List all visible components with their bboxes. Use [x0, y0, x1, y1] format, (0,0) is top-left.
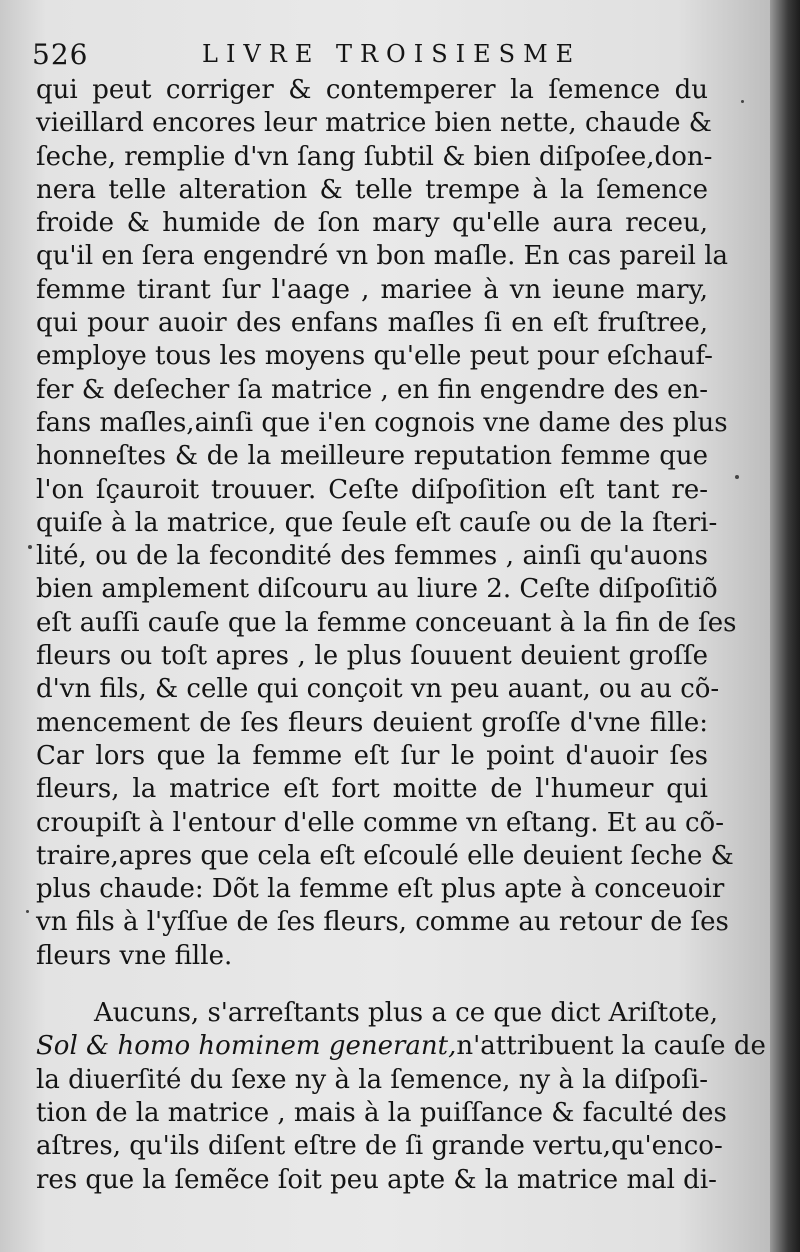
ink-speck [735, 475, 739, 479]
book-gutter [770, 0, 800, 1252]
text-line: nera telle alteration & telle trempe à la ſemence [36, 174, 708, 205]
text-line: la diuerſité du ſexe ny à la ſemence, ny à la diſpoſi- [36, 1064, 708, 1095]
text-line: employe tous les moyens qu'elle peut pour eſchauf- [36, 341, 713, 372]
text-line: fleurs vne fille. [36, 940, 233, 971]
text-line: qui peut corriger & contemperer la ſemence du [36, 75, 708, 105]
text-line: qui pour auoir des enfans maſles ſi en eſt fruſtree, [36, 308, 708, 339]
body-text [36, 74, 766, 1197]
text-line: Car lors que la femme eſt ſur le point d'auoir ſes [36, 740, 708, 771]
paragraph [36, 74, 737, 973]
text-line: res que la ſemẽce ſoit peu apte & la matrice mal di- [36, 1164, 717, 1195]
text-line: traire,apres que cela eſt eſcoulé elle deuient ſeche & [36, 840, 734, 871]
text-line: Aucuns, s'arreſtants plus a ce que dict Ariſtote, [94, 998, 718, 1029]
text-line: fans maſles,ainſi que i'en cognois vne dame des plus [36, 407, 728, 438]
text-line: fleurs, la matrice eſt fort moitte de l'humeur qui [36, 774, 708, 805]
text-line: lité, ou de la fecondité des femmes , ainſi qu'auons [36, 541, 708, 572]
text-line: ſeche, remplie d'vn ſang ſubtil & bien diſpoſee,don- [36, 141, 713, 172]
text-line: aſtres, qu'ils diſent eſtre de ſi grande vertu,qu'enco- [36, 1131, 723, 1162]
text-line: l'on ſçauroit trouuer. Ceſte diſpoſition eſt tant re- [36, 474, 708, 505]
text-line: d'vn fils, & celle qui conçoit vn peu auant, ou au cõ- [36, 674, 720, 705]
ink-speck [26, 910, 29, 913]
text-line: fer & deſecher ſa matrice , en fin engendre des en- [36, 374, 708, 405]
page-number: 526 [32, 38, 89, 71]
running-head: LIVRE TROISIESME [202, 40, 582, 68]
ink-speck [28, 545, 32, 549]
text-line: fleurs ou toſt apres , le plus ſouuent deuient groſſe [36, 641, 708, 672]
text-line: qu'il en ſera engendré vn bon maſle. En cas pareil la [36, 241, 729, 272]
text-line: vieillard encores leur matrice bien nette, chaude & [36, 108, 712, 139]
text-line: eſt auſſi cauſe que la femme conceuant à la fin de ſes [36, 607, 737, 638]
text-line: froide & humide de ſon mary qu'elle aura receu, [36, 208, 708, 239]
paragraph [36, 997, 766, 1197]
text-line: tion de la matrice , mais à la puiſſance & faculté des [36, 1097, 727, 1128]
text-line: bien amplement diſcouru au liure 2. Ceſte diſpoſitiõ [36, 574, 718, 605]
text-line: femme tirant ſur l'aage , mariee à vn ieune mary, [36, 274, 708, 305]
paragraph-gap [36, 973, 708, 997]
text-line [36, 1030, 766, 1063]
text-line: mencement de ſes fleurs deuient groſſe d'vne fille: [36, 707, 708, 738]
ink-speck [741, 100, 744, 103]
latin-quotation: Sol & homo hominem generant, [36, 1031, 457, 1062]
text-line: croupiſt à l'entour d'elle comme vn eſtang. Et au cõ- [36, 807, 724, 838]
text-line: honneſtes & de la meilleure reputation femme que [36, 441, 708, 472]
text-line: vn fils à l'yſſue de ſes fleurs, comme au retour de ſes [36, 907, 729, 938]
text-line: quiſe à la matrice, que ſeule eſt cauſe ou de la ſteri- [36, 507, 718, 538]
text-fragment: n'attribuent la cauſe de [456, 1031, 766, 1062]
text-line: plus chaude: Dõt la femme eſt plus apte à conceuoir [36, 874, 725, 905]
page-header [32, 38, 722, 78]
